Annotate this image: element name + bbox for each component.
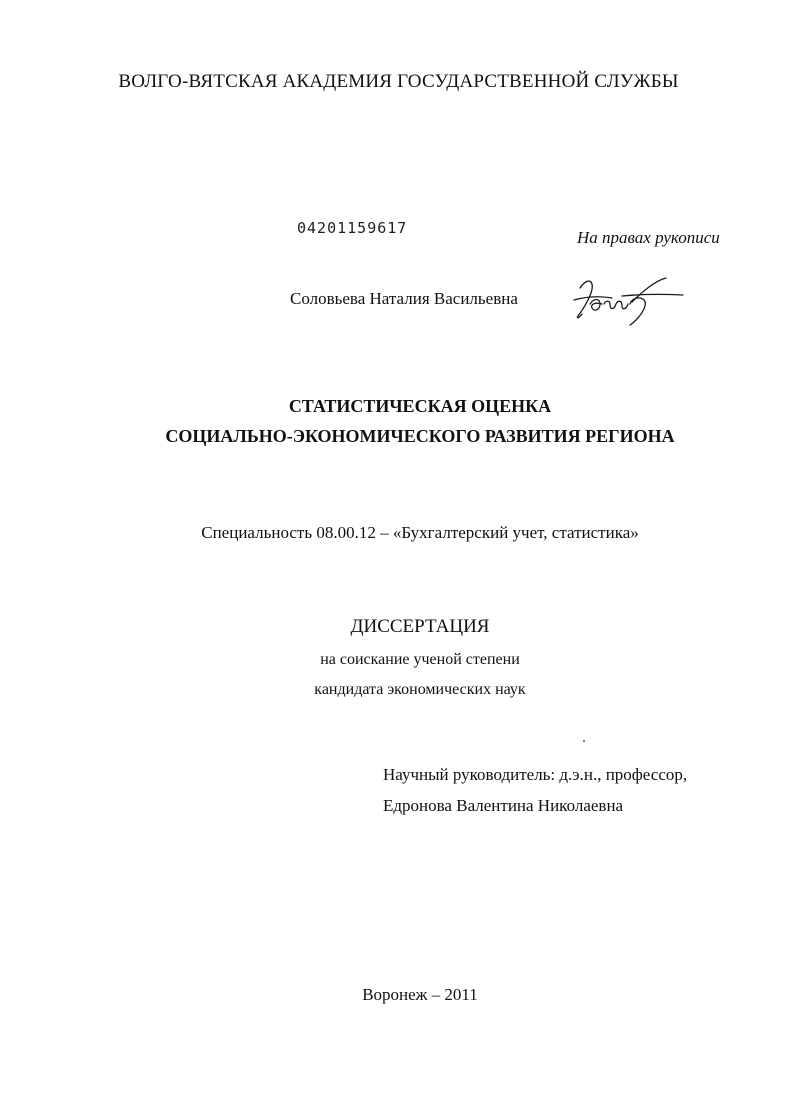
supervisor-name: Едронова Валентина Николаевна: [383, 796, 624, 815]
dissertation-title-line-2: СОЦИАЛЬНО-ЭКОНОМИЧЕСКОГО РАЗВИТИЯ РЕГИОНА: [165, 426, 675, 446]
city-year: Воронеж – 2011: [362, 985, 478, 1004]
author-name: Соловьева Наталия Васильевна: [290, 289, 518, 308]
specialty-line: Специальность 08.00.12 – «Бухгалтерский учет, статистика»: [201, 523, 639, 542]
degree-line-1: на соискание ученой степени: [320, 651, 520, 668]
rights-note: На правах рукописи: [577, 228, 720, 247]
institution-heading: ВОЛГО-ВЯТСКАЯ АКАДЕМИЯ ГОСУДАРСТВЕННОЙ СЛУЖБЫ: [118, 71, 679, 92]
document-type: ДИССЕРТАЦИЯ: [350, 616, 490, 637]
dissertation-title-line-1: СТАТИСТИЧЕСКАЯ ОЦЕНКА: [288, 396, 552, 416]
degree-line-2: кандидата экономических наук: [314, 681, 526, 698]
handwritten-signature: [570, 274, 685, 326]
scan-speck: [583, 740, 585, 742]
document-number: 04201159617: [297, 219, 408, 237]
supervisor-title: Научный руководитель: д.э.н., профессор,: [383, 765, 688, 784]
